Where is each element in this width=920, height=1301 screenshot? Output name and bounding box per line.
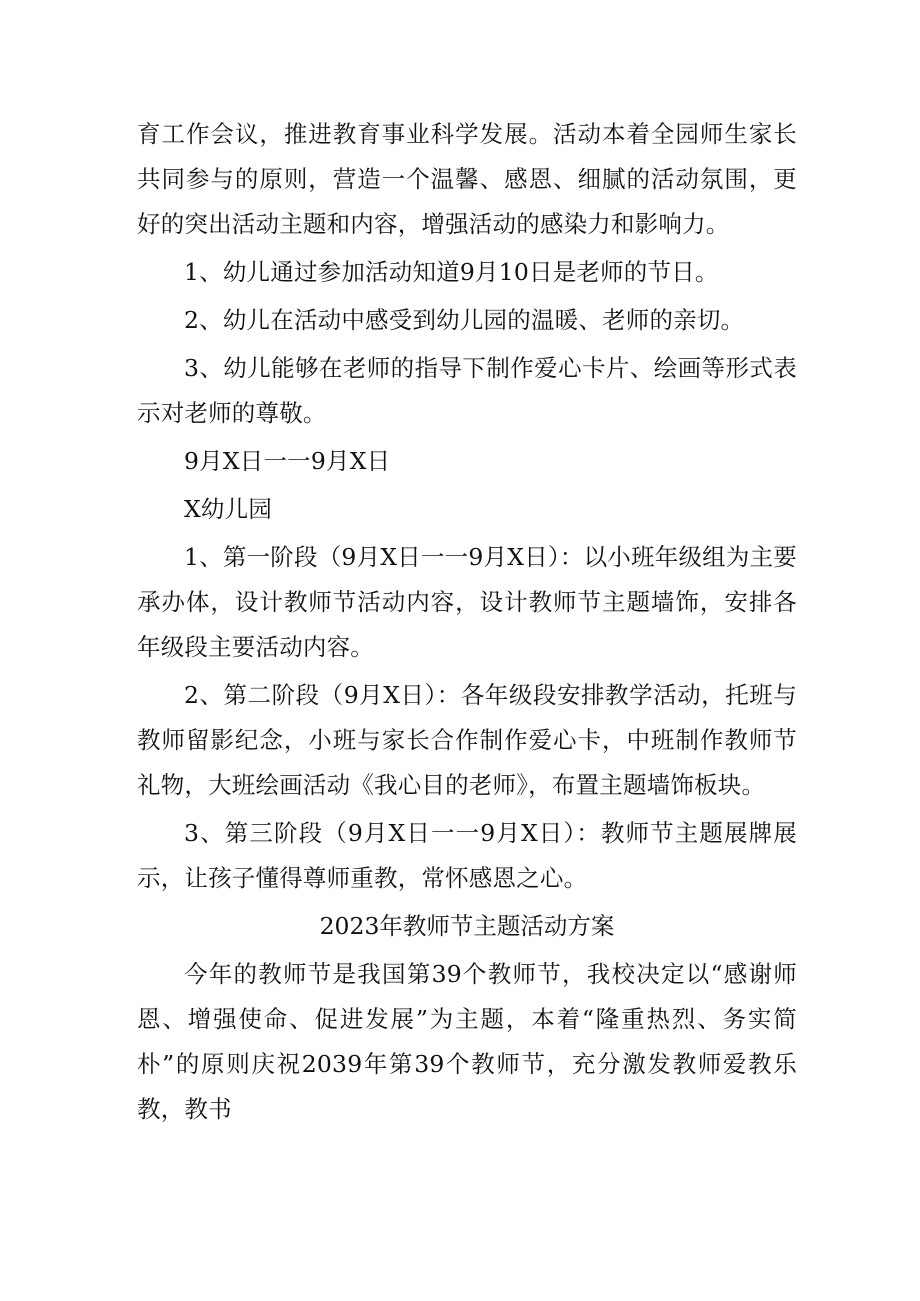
objective-2: 2、幼儿在活动中感受到幼儿园的温暖、老师的亲切。 <box>184 306 745 334</box>
objective-3: 3、幼儿能够在老师的指导下制作爱心卡片、绘画等形式表示对老师的尊敬。 <box>137 354 797 427</box>
objective-1: 1、幼儿通过参加活动知道9月10日是老师的节日。 <box>184 258 719 286</box>
activity-date: 9月X日一一9月X日 <box>184 447 391 475</box>
intro-paragraph: 今年的教师节是我国第39个教师节，我校决定以“感谢师恩、增强使命、促进发展”为主题，本着“隆重热烈、务实简朴”的原则庆祝2039年第39个教师节，充分激发教师爱教乐教，教书 <box>137 960 797 1123</box>
paragraph-continuation: 育工作会议，推进教育事业科学发展。活动本着全园师生家长共同参与的原则，营造一个温馨、感恩、细腻的活动氛围，更好的突出活动主题和内容，增强活动的感染力和影响力。 <box>137 120 797 238</box>
activity-location: X幼儿园 <box>184 495 273 523</box>
stage-1: 1、第一阶段（9月X日一一9月X日）：以小班年级组为主要承办体，设计教师节活动内容，设计教师节主题墙饰，安排各年级段主要活动内容。 <box>137 543 797 661</box>
stage-2: 2、第二阶段（9月X日）：各年级段安排教学活动，托班与教师留影纪念，小班与家长合作制作爱心卡，中班制作教师节礼物，大班绘画活动《我心目的老师》，布置主题墙饰板块。 <box>137 681 797 799</box>
document-body <box>137 112 797 1132</box>
stage-3: 3、第三阶段（9月X日一一9月X日）：教师节主题展牌展示，让孩子懂得尊师重教，常怀感恩之心。 <box>137 819 797 892</box>
section-heading: 2023年教师节主题活动方案 <box>319 912 615 940</box>
